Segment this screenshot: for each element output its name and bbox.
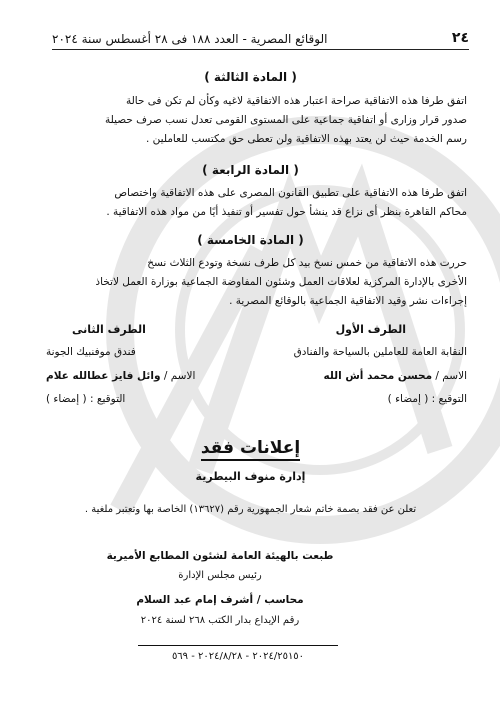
first-party-signature: التوقيع : ( إمضاء ) — [387, 393, 467, 405]
article-5-title: ( المادة الخامسة ) — [197, 233, 304, 247]
article-3-line-2: صدور قرار وزارى أو اتفاقية جماعية على المستوى القومى تعدل نسب صرف حصيلة — [104, 114, 467, 126]
announcements-title — [0, 438, 501, 458]
second-party-name: وائل فايز عطالله علام — [46, 370, 161, 382]
article-5-line-2: الأخرى بالإدارة المركزية لعلاقات العمل وشئون المفاوضة الجماعية بوزارة العمل لاتخاذ — [95, 276, 467, 288]
second-party-signature: التوقيع : ( إمضاء ) — [46, 393, 126, 405]
article-4-title: ( المادة الرابعة ) — [202, 163, 299, 177]
first-party-name: محسن محمد أش الله — [323, 370, 433, 382]
deposit-number: رقم الإيداع بدار الكتب ٢٦٨ لسنة ٢٠٢٤ — [140, 615, 300, 626]
announcement-department: إدارة منوف البيطرية — [195, 470, 306, 483]
first-party-org: النقابة العامة للعاملين بالسياحة والفنادق — [293, 346, 467, 358]
second-party-name-label: الاسم / — [160, 370, 196, 382]
article-3-text — [44, 92, 467, 149]
accountant-name: محاسب / أشرف إمام عبد السلام — [136, 594, 304, 606]
announcement-notice: تعلن عن فقد بصمة خاتم شعار الجمهورية رقم (١٣٦٢٧) الخاصة بها وتعتبر ملغية . — [84, 504, 417, 515]
second-party-heading: الطرف الثانى — [72, 323, 146, 336]
article-5-line-1: حررت هذه الاتفاقية من خمس نسخ بيد كل طرف نسخة وتودع الثلاث نسخ — [147, 257, 467, 269]
first-party-name-line — [323, 370, 467, 382]
first-party-heading: الطرف الأول — [335, 323, 406, 336]
second-party-org: فندق موفنبيك الجونة — [46, 346, 136, 358]
article-4-line-2: محاكم القاهرة بنظر أى نزاع قد ينشأ حول تفسير أو تنفيذ أيًا من مواد هذه الاتفاقية . — [106, 206, 467, 218]
article-3-line-1: اتفق طرفا هذه الاتفاقية صراحة اعتبار هذه الاتفاقية لاغيه وكأن لم تكن فى حالة — [125, 95, 467, 107]
second-party-name-line — [46, 370, 195, 382]
board-chairman: رئيس مجلس الإدارة — [178, 570, 262, 581]
print-code: ٢٠٢٤/٢٥١٥٠ - ٢٠٢٤/٨/٢٨ - ٥٦٩ — [138, 645, 338, 662]
article-4-line-1: اتفق طرفا هذه الاتفاقية على تطبيق القانون المصرى على هذه الاتفاقية واختصاص — [114, 187, 467, 199]
page-number: ٢٤ — [451, 30, 469, 46]
article-5-text — [44, 254, 467, 311]
article-4-text — [44, 184, 467, 222]
first-party-name-label: الاسم / — [432, 370, 467, 382]
running-header — [52, 18, 469, 50]
announcements-title-text: إعلانات فقد — [201, 438, 300, 461]
article-3-line-3: رسم الخدمة حيث لن يعتد بهذه الاتفاقية ولن تعطى حق مكتسب للعاملين . — [146, 133, 467, 145]
printed-by: طبعت بالهيئة العامة لشئون المطابع الأميرية — [106, 550, 334, 562]
running-title: الوقائع المصرية - العدد ١٨٨ فى ٢٨ أغسطس سنة ٢٠٢٤ — [52, 32, 328, 46]
article-3-title: ( المادة الثالثة ) — [204, 70, 297, 84]
article-5-line-3: إجراءات نشر وقيد الاتفاقية الجماعية بالوقائع المصرية . — [229, 295, 467, 307]
